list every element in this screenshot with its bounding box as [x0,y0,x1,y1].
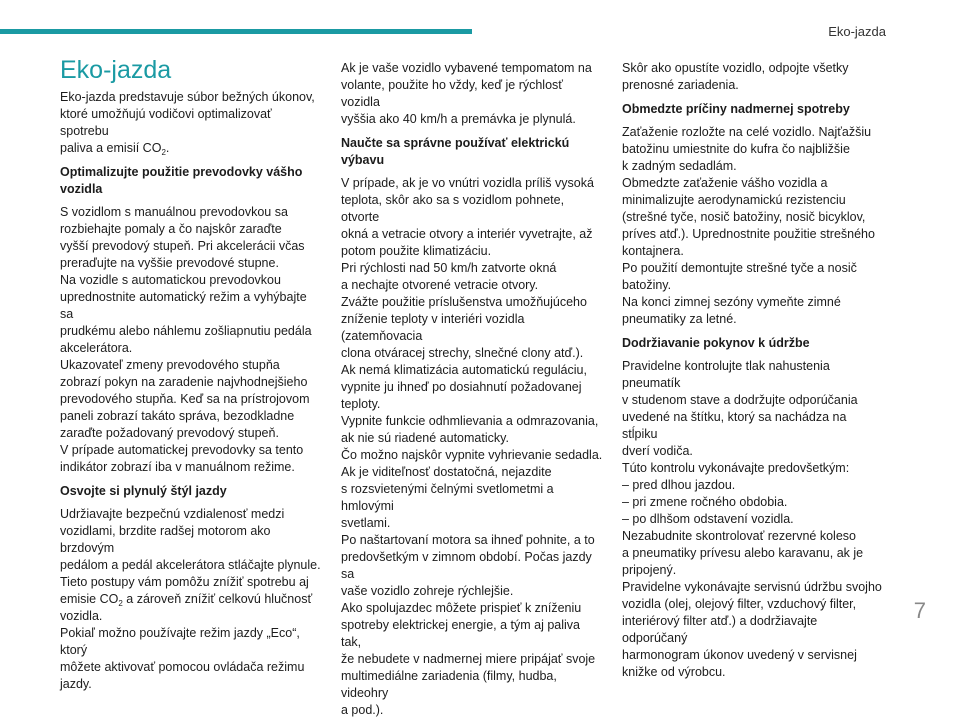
intro-paragraph [60,89,322,157]
co2-subscript-2: 2 [118,599,123,608]
paragraph-unplug-devices: Skôr ako opustíte vozidlo, odpojte všetky prenosné zariadenia. [622,61,849,92]
intro-end: . [165,141,170,155]
running-header: Eko-jazda [828,24,886,39]
smooth-text-a: Udržiavajte bezpečnú vzdialenosť medzi vozidlami, brzdite radšej motorom ako brzdovým pedálom a pedál akcelerátora stláčajte plynule. Tieto postupy vám pomôžu znížiť spotrebu aj emisie CO [60,507,321,606]
intro-text: Eko-jazda predstavuje súbor bežných úkonov, ktoré umožňujú vodičovi optimalizovať spotrebu paliva a emisií CO [60,90,315,155]
column-2 [341,60,603,719]
paragraph-gearbox: S vozidlom s manuálnou prevodovkou sa rozbiehajte pomaly a čo najskôr zaraďte vyšší prevodový stupeň. Pri akcelerácii včas preraďujte na vyššie prevodové stupne. Na vozidle s automatickou prevodovkou uprednostnite automatický režim a vyhýbajte sa prudkému alebo náhlemu zošliapnutiu pedála akcelerátora. Ukazovateľ zmeny prevodového stupňa zobrazí pokyn na zaradenie najvhodnejšieho prevodového stupňa. Keď sa na prístrojovom paneli zobrazí takáto správa, bezodkladne zaraďte požadovaný prevodový stupeň. V prípade automatickej prevodovky sa tento indikátor zobrazí iba v manuálnom režime. [60,205,312,474]
smooth-text-b: a zároveň znížiť celkovú hlučnosť vozidla. Pokiaľ možno používajte režim jazdy „Eco“, ktorý môžete aktivovať pomocou ovládača režimu jazdy. [60,592,313,691]
column-3 [622,60,884,681]
header-accent-bar [0,29,472,34]
column-1 [60,55,322,693]
heading-gearbox: Optimalizujte použitie prevodovky vášho vozidla [60,165,303,196]
page-title: Eko-jazda [60,56,172,84]
paragraph-maintenance: Pravidelne kontrolujte tlak nahustenia pneumatík v studenom stave a dodržujte odporúčania uvedené na štítku, ktorý sa nachádza na stĺpiku dverí vodiča. Túto kontrolu vykonávajte predovšetkým: – pred dlhou jazdou. – pri zmene ročného obdobia. – po dlhšom odstavení vozidla. Nezabudnite skontrolovať rezervné koleso a pneumatiky prívesu alebo karavanu, ak je pripojený. Pravidelne vykonávajte servisnú údržbu svojho vozidla (olej, olejový filter, vzduchový filter, interiérový filter atď.) a dodržiavajte odporúčaný harmonogram úkonov uvedený v servisnej knižke od výrobcu. [622,359,882,679]
paragraph-smooth-driving [60,506,322,693]
paragraph-electric-equipment: V prípade, ak je vo vnútri vozidla príliš vysoká teplota, skôr ako sa s vozidlom pohnete, otvorte okná a vetracie otvory a interiér vyvetrajte, až potom použite klimatizáciu. Pri rýchlosti nad 50 km/h zatvorte okná a nechajte otvorené vetracie otvory. Zvážte použitie príslušenstva umožňujúceho zníženie teploty v interiéri vozidla (zatemňovacia clona otváracej strechy, slnečné clony atď.). Ak nemá klimatizácia automatickú reguláciu, vypnite ju ihneď po dosiahnutí požadovanej teploty. Vypnite funkcie odhmlievania a odmrazovania, ak nie sú riadené automaticky. Čo možno najskôr vypnite vyhrievanie sedadla. Ak je viditeľnosť dostatočná, nejazdite s rozsvietenými čelnými svetlometmi a hmlovými svetlami. Po naštartovaní motora sa ihneď pohnite, a to predovšetkým v zimnom období. Počas jazdy sa vaše vozidlo zohreje rýchlejšie. Ako spolujazdec môžete prispieť k zníženiu spotreby elektrickej energie, a tým aj paliva tak, že nebudete v nadmernej miere pripájať svoje multimediálne zariadenia (filmy, hudba, videohry a pod.). [341,176,603,717]
paragraph-cruise-control: Ak je vaše vozidlo vybavené tempomatom na volante, použite ho vždy, keď je rýchlosť vozidla vyššia ako 40 km/h a premávka je plynulá. [341,61,592,126]
heading-electric-equipment: Naučte sa správne používať elektrickú výbavu [341,136,570,167]
heading-smooth-driving: Osvojte si plynulý štýl jazdy [60,484,227,498]
co2-subscript: 2 [161,148,166,157]
page-number: 7 [913,598,926,623]
heading-maintenance: Dodržiavanie pokynov k údržbe [622,336,810,350]
heading-excess-consumption: Obmedzte príčiny nadmernej spotreby [622,102,850,116]
paragraph-excess-consumption: Zaťaženie rozložte na celé vozidlo. Najťažšiu batožinu umiestnite do kufra čo najbližšie k zadným sedadlám. Obmedzte zaťaženie vášho vozidla a minimalizujte aerodynamickú rezistenciu (strešné tyče, nosič batožiny, nosič bicyklov, príves atď.). Uprednostnite použitie strešného kontajnera. Po použití demontujte strešné tyče a nosič batožiny. Na konci zimnej sezóny vymeňte zimné pneumatiky za letné. [622,125,875,326]
